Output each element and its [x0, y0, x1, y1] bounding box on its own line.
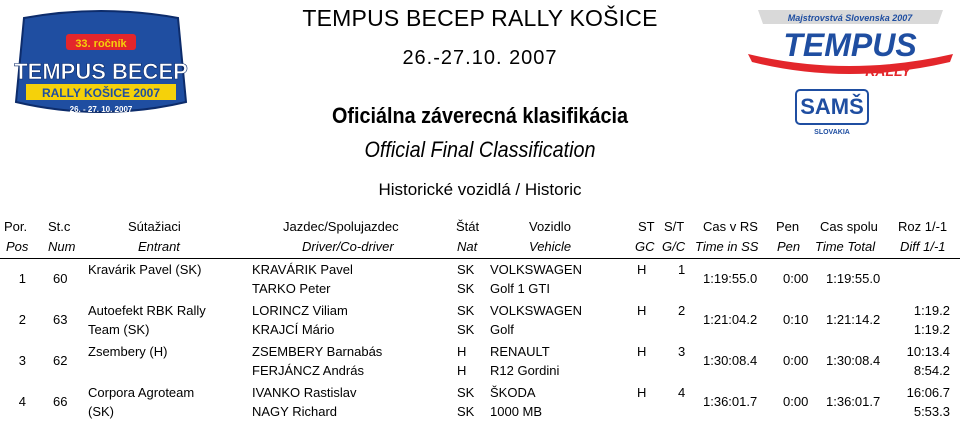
badge-event: RALLY KOŠICE 2007 — [41, 86, 161, 100]
col-pen-en: Pen — [777, 239, 801, 254]
cell-veh1: VOLKSWAGEN — [490, 262, 582, 277]
cell-diff1: 16:06.7 — [906, 385, 950, 400]
col-total-en: Time Total — [815, 239, 876, 254]
header-divider — [0, 258, 960, 259]
cell-veh1: RENAULT — [490, 344, 550, 359]
cell-veh1: VOLKSWAGEN — [490, 303, 582, 318]
cell-nat2: SK — [457, 281, 475, 296]
cell-pen: 0:00 — [783, 353, 809, 368]
col-num-sk: St.c — [48, 219, 71, 234]
col-sgc-sk: S/T — [664, 219, 685, 234]
col-nat-sk: Štát — [456, 219, 480, 234]
cell-driver: IVANKO Rastislav — [252, 385, 357, 400]
category-title: Historické vozidlá / Historic — [378, 180, 582, 199]
cell-driver: KRAVÁRIK Pavel — [252, 262, 353, 277]
col-nat-en: Nat — [457, 239, 478, 254]
cell-total: 1:36:01.7 — [826, 394, 881, 409]
sponsor-sub: SLOVAKIA — [814, 129, 850, 136]
cell-diff2: 8:54.2 — [913, 363, 950, 378]
col-vehicle-sk: Vozidlo — [529, 219, 571, 234]
cell-nat1: SK — [457, 385, 475, 400]
cell-pos: 2 — [18, 312, 26, 327]
cell-diff1: 10:13.4 — [906, 344, 950, 359]
cell-entrant1: Corpora Agroteam — [88, 385, 195, 400]
cell-entrant2: Team (SK) — [88, 322, 150, 337]
cell-nat2: H — [457, 363, 467, 378]
cell-time: 1:21:04.2 — [703, 312, 758, 327]
cell-nat1: H — [457, 344, 467, 359]
col-sgc-en: G/C — [662, 239, 686, 254]
cell-nat2: SK — [457, 404, 475, 419]
cell-time: 1:30:08.4 — [703, 353, 758, 368]
cell-veh1: ŠKODA — [490, 385, 536, 400]
cell-pos: 3 — [18, 353, 26, 368]
col-total-sk: Cas spolu — [820, 219, 878, 234]
cell-num: 62 — [53, 353, 68, 368]
brand-text: TEMPUS — [783, 27, 917, 63]
col-diff-en: Diff 1/-1 — [900, 239, 946, 254]
cell-entrant2: (SK) — [88, 404, 114, 419]
cell-sgc: 1 — [678, 262, 686, 277]
cell-num: 60 — [53, 271, 68, 286]
cell-pos: 4 — [18, 394, 26, 409]
cell-diff2: 1:19.2 — [913, 322, 950, 337]
cell-sgc: 3 — [678, 344, 686, 359]
cell-gc: H — [637, 385, 647, 400]
cell-entrant1: Zsembery (H) — [88, 344, 168, 359]
rally-text: RALLY — [865, 63, 911, 79]
cell-time: 1:36:01.7 — [703, 394, 758, 409]
cell-time: 1:19:55.0 — [703, 271, 758, 286]
cell-sgc: 2 — [678, 303, 686, 318]
classification-title-sk: Oficiálna záverecná klasifikácia — [331, 103, 629, 128]
col-driver-en: Driver/Co-driver — [302, 239, 394, 254]
cell-total: 1:21:14.2 — [826, 312, 881, 327]
badge-dates: 26. - 27. 10. 2007 — [69, 105, 133, 114]
col-entrant-en: Entrant — [138, 239, 180, 254]
cell-num: 66 — [53, 394, 68, 409]
cell-gc: H — [637, 344, 647, 359]
col-gc-en: GC — [635, 239, 655, 254]
cell-codriver: KRAJCÍ Mário — [252, 322, 335, 337]
cell-veh2: 1000 MB — [490, 404, 543, 419]
col-pos-sk: Por. — [4, 219, 28, 234]
classification-title-en: Official Final Classification — [364, 137, 596, 162]
cell-veh2: Golf — [490, 322, 514, 337]
col-pen-sk: Pen — [776, 219, 800, 234]
col-entrant-sk: Sútažiaci — [128, 219, 181, 234]
cell-veh2: R12 Gordini — [490, 363, 560, 378]
cell-total: 1:19:55.0 — [826, 271, 881, 286]
cell-pen: 0:00 — [783, 271, 809, 286]
cell-veh2: Golf 1 GTI — [490, 281, 550, 296]
cell-driver: ZSEMBERY Barnabás — [252, 344, 383, 359]
col-driver-sk: Jazdec/Spolujazdec — [283, 219, 399, 234]
cell-diff1: 1:19.2 — [913, 303, 950, 318]
banner-text: Majstrovstvá Slovenska 2007 — [787, 13, 913, 23]
badge-edition: 33. ročník — [75, 38, 127, 50]
cell-driver: LORINCZ Viliam — [252, 303, 348, 318]
col-diff-sk: Roz 1/-1 — [898, 219, 948, 234]
col-gc-sk: ST — [638, 219, 655, 234]
cell-num: 63 — [53, 312, 68, 327]
cell-entrant1: Kravárik Pavel (SK) — [88, 262, 202, 277]
cell-gc: H — [637, 303, 647, 318]
cell-pen: 0:00 — [783, 394, 809, 409]
cell-pen: 0:10 — [783, 312, 809, 327]
sponsor-text: SAMŠ — [800, 94, 864, 119]
cell-pos: 1 — [18, 271, 26, 286]
cell-nat1: SK — [457, 262, 475, 277]
col-time-sk: Cas v RS — [703, 219, 758, 234]
cell-entrant1: Autoefekt RBK Rally — [88, 303, 206, 318]
col-num-en: Num — [48, 239, 76, 254]
col-time-en: Time in SS — [695, 239, 759, 254]
cell-gc: H — [637, 262, 647, 277]
cell-nat2: SK — [457, 322, 475, 337]
col-vehicle-en: Vehicle — [529, 239, 572, 254]
cell-codriver: NAGY Richard — [252, 404, 338, 419]
cell-nat1: SK — [457, 303, 475, 318]
badge-brand: TEMPUS BECEP — [14, 59, 188, 84]
event-dates: 26.-27.10. 2007 — [402, 47, 558, 69]
cell-total: 1:30:08.4 — [826, 353, 881, 368]
col-pos-en: Pos — [6, 239, 29, 254]
cell-codriver: FERJÁNCZ András — [252, 363, 364, 378]
cell-sgc: 4 — [678, 385, 686, 400]
cell-diff2: 5:53.3 — [913, 404, 950, 419]
cell-codriver: TARKO Peter — [252, 281, 331, 296]
event-title: TEMPUS BECEP RALLY KOŠICE — [302, 5, 658, 31]
